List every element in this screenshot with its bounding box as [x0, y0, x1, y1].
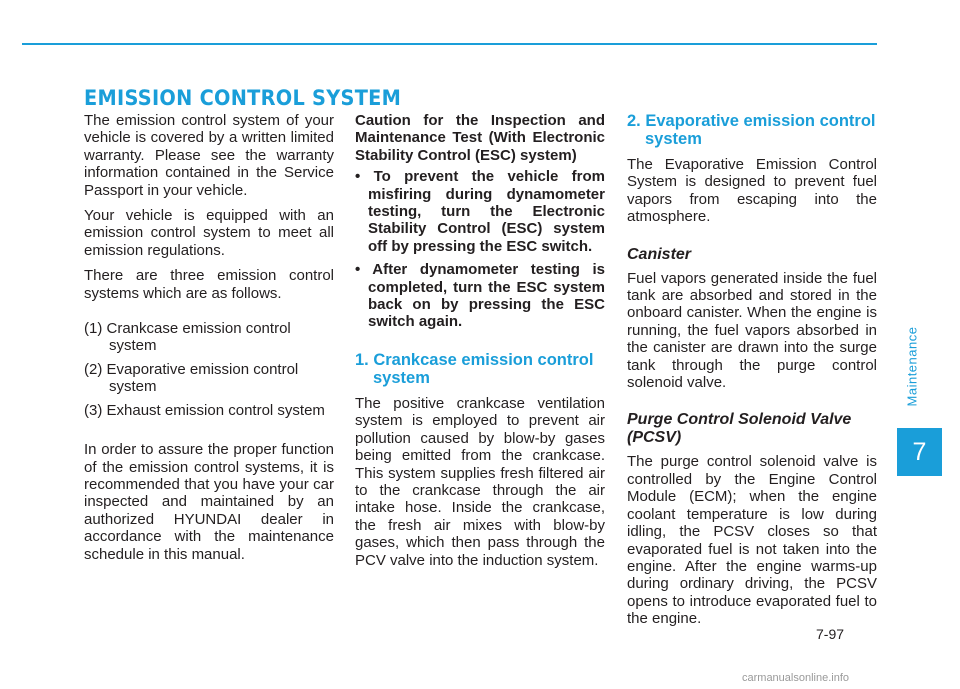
systems-list: [84, 320, 334, 419]
list-item: (2) Evaporative emission control system: [84, 360, 299, 396]
caution-bullets: [355, 168, 605, 331]
list-item: • After dynamometer testing is completed, turn the ESC system back on by pressing the ESC switch again.: [355, 261, 605, 331]
evaporative-paragraph: The Evaporative Emission Control System is designed to prevent fuel vapors from escaping into the atmosphere.: [627, 156, 877, 226]
evaporative-heading: 2. Evaporative emission control system: [627, 112, 876, 148]
page-number: 7-97: [816, 626, 845, 642]
header-rule: [22, 43, 877, 45]
list-item: (3) Exhaust emission control system: [84, 401, 325, 419]
column-3: [627, 112, 877, 636]
list-item: (1) Crankcase emission control system: [84, 320, 291, 355]
intro-paragraph: Your vehicle is equipped with an emission control system to meet all emission regulations.: [84, 207, 334, 259]
column-1: [84, 112, 334, 571]
intro-paragraph: The emission control system of your vehicle is covered by a written limited warranty. Please see the warranty information contained in the Service Passport in your vehicle.: [84, 112, 334, 199]
caution-title: Caution for the Inspection and Maintenance Test (With Electronic Stability Control (ESC) system): [355, 112, 605, 164]
section-title: EMISSION CONTROL SYSTEM: [84, 86, 402, 110]
intro-paragraph: There are three emission control systems which are as follows.: [84, 267, 334, 302]
canister-heading: Canister: [627, 245, 692, 263]
watermark-text: carmanualsonline.info: [742, 672, 850, 684]
list-item: • To prevent the vehicle from misfiring during dynamometer testing, turn the Electronic Stability Control (ESC) system off by pressing the ESC switch.: [355, 168, 605, 255]
chapter-label-text: Maintenance: [904, 326, 920, 407]
crankcase-heading: 1. Crankcase emission control system: [355, 350, 594, 387]
closing-paragraph: In order to assure the proper function of the emission control systems, it is recommended that you have your car inspected and maintained by an authorized HYUNDAI dealer in accordance with the maintenance schedule in this manual.: [84, 441, 334, 563]
chapter-tab: 7: [897, 428, 942, 476]
column-2: [355, 112, 605, 577]
pcsv-paragraph: The purge control solenoid valve is controlled by the Engine Control Module (ECM); when the engine coolant temperature is low during idling, the PCSV closes so that evaporated fuel is not taken into the engine. After the engine warms-up during ordinary driving, the PCSV opens to introduce evaporated fuel to the engine.: [627, 453, 877, 628]
pcsv-heading: Purge Control Solenoid Valve (PCSV): [627, 411, 852, 447]
crankcase-paragraph: The positive crankcase ventilation system is employed to prevent air pollution caused by blow-by gases being emitted from the crankcase. This system supplies fresh filtered air to the crankcase through the air intake hose. Inside the crankcase, the fresh air mixes with blow-by gases, which then pass through the PCV valve into the induction system.: [355, 394, 605, 569]
canister-paragraph: Fuel vapors generated inside the fuel tank are absorbed and stored in the onboard canister. When the engine is running, the fuel vapors absorbed in the canister are drawn into the surge tank through the purge control solenoid valve.: [627, 269, 877, 392]
